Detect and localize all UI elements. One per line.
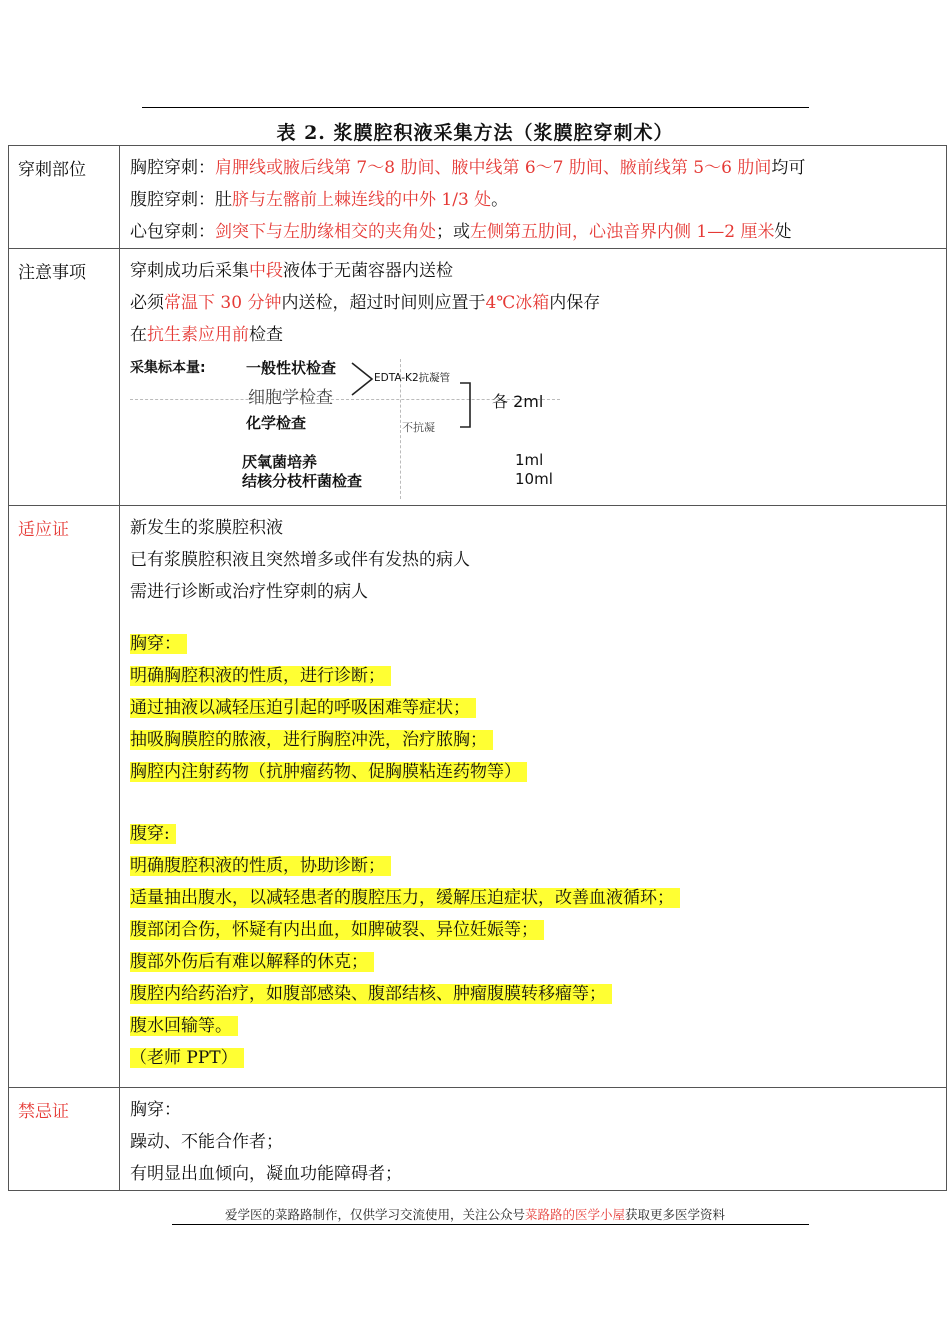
abdomen-item: 腹部闭合伤，怀疑有内出血，如脾破裂、异位妊娠等；	[130, 920, 544, 940]
abdomen-item: （老师 PPT）	[130, 1048, 244, 1068]
abdominal-puncture-line: 腹腔穿刺：肚脐与左髂前上棘连线的中外 1/3 处。	[130, 190, 509, 210]
cytology-exam-label: 细胞学检查	[248, 388, 333, 408]
tb-volume: 10ml	[515, 470, 553, 488]
contra-line: 躁动、不能合作者；	[130, 1132, 283, 1152]
anaerobic-volume: 1ml	[515, 451, 544, 469]
thorax-item: 胸腔内注射药物（抗肿瘤药物、促胸膜粘连药物等）	[130, 762, 527, 782]
indication-line: 已有浆膜腔积液且突然增多或伴有发热的病人	[130, 550, 470, 570]
collection-table	[8, 145, 947, 1191]
pericardial-puncture-line: 心包穿刺：剑突下与左肋缘相交的夹角处；或左侧第五肋间，心浊音界内侧 1—2 厘米处	[130, 222, 792, 242]
row-label-indications: 适应证	[9, 506, 120, 1088]
row-puncture-site	[9, 146, 947, 249]
page-title: 表 2. 浆膜腔积液采集方法（浆膜腔穿刺术）	[276, 122, 674, 144]
edta-tube-label: EDTA-K2抗凝管	[374, 372, 451, 384]
row-label-contraindications: 禁忌证	[9, 1088, 120, 1191]
indication-line: 新发生的浆膜腔积液	[130, 518, 283, 538]
footer-account-name: 菜路路的医学小屋	[524, 1207, 625, 1222]
abdomen-item: 腹腔内给药治疗，如腹部感染、腹部结核、肿瘤腹膜转移瘤等；	[130, 984, 612, 1004]
notes-line-1: 穿刺成功后采集中段液体于无菌容器内送检	[130, 261, 453, 281]
indication-line: 需进行诊断或治疗性穿刺的病人	[130, 582, 368, 602]
no-anticoag-label: 不抗凝	[402, 421, 435, 434]
notes-line-2: 必须常温下 30 分钟内送检，超过时间则应置于4℃冰箱内保存	[130, 293, 601, 313]
thoracic-puncture-line: 胸腔穿刺：肩胛线或腋后线第 7～8 肋间、腋中线第 6～7 肋间、腋前线第 5～6 肋间均可	[130, 158, 806, 178]
contra-line: 有明显出血倾向，凝血功能障碍者；	[130, 1164, 402, 1184]
row-notes	[9, 249, 947, 506]
abdomen-title: 腹穿:	[130, 824, 176, 844]
top-rule	[142, 107, 809, 108]
footer: 爱学医的菜路路制作，仅供学习交流使用，关注公众号菜路路的医学小屋获取更多医学资料	[224, 1207, 726, 1222]
row-label-notes: 注意事项	[9, 249, 120, 506]
thorax-item: 明确胸腔积液的性质，进行诊断；	[130, 666, 391, 686]
abdomen-item: 腹水回输等。	[130, 1016, 238, 1036]
abdomen-item: 适量抽出腹水，以减轻患者的腹腔压力，缓解压迫症状，改善血液循环；	[130, 888, 680, 908]
bracket-icon	[456, 381, 476, 431]
abdomen-item: 明确腹腔积液的性质，协助诊断；	[130, 856, 391, 876]
specimen-volume-diagram	[130, 355, 610, 505]
thorax-item: 通过抽液以减轻压迫引起的呼吸困难等症状；	[130, 698, 476, 718]
chemistry-exam-label: 化学检查	[246, 414, 307, 432]
row-contraindications	[9, 1088, 947, 1191]
volume-label: 采集标本量:	[130, 360, 206, 376]
anaerobic-culture-label: 厌氧菌培养	[242, 453, 318, 471]
each-volume-label: 各 2ml	[492, 392, 544, 411]
general-exam-label: 一般性状检查	[246, 359, 337, 377]
row-label-site: 穿刺部位	[9, 146, 120, 249]
row-indications	[9, 506, 947, 1088]
notes-line-3: 在抗生素应用前检查	[130, 325, 283, 345]
bottom-rule	[172, 1224, 809, 1225]
tb-exam-label: 结核分枝杆菌检查	[242, 472, 363, 490]
contra-line: 胸穿：	[130, 1100, 181, 1120]
thorax-item: 抽吸胸膜腔的脓液，进行胸腔冲洗，治疗脓胸；	[130, 730, 493, 750]
thorax-title: 胸穿：	[130, 634, 187, 654]
abdomen-item: 腹部外伤后有难以解释的休克；	[130, 952, 374, 972]
